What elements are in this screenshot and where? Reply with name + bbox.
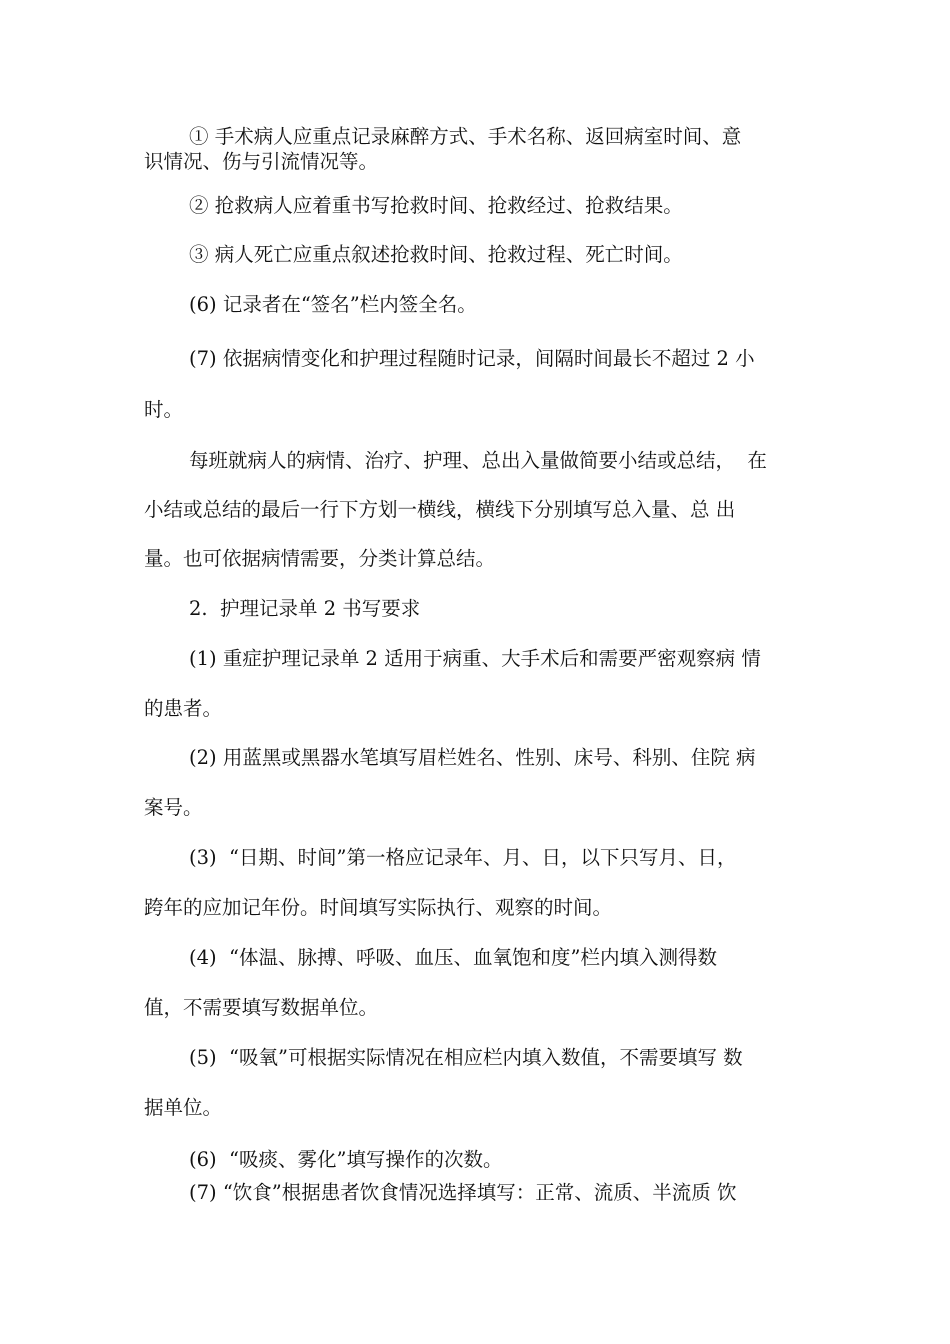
text-line: (7) 依据病情变化和护理过程随时记录，间隔时间最长不超过 2 小 bbox=[189, 347, 755, 370]
text-line: (6) “吸痰、雾化”填写操作的次数。 bbox=[189, 1148, 503, 1171]
text-line: 的患者。 bbox=[144, 697, 223, 720]
text-line: (1) 重症护理记录单 2 适用于病重、大手术后和需要严密观察病 情 bbox=[189, 647, 761, 670]
text-line: (4) “体温、脉搏、呼吸、血压、血氧饱和度”栏内填入测得数 bbox=[189, 946, 717, 969]
text-line: 每班就病人的病情、治疗、护理、总出入量做简要小结或总结， 在 bbox=[189, 449, 767, 472]
text-line: (7) “饮食”根据患者饮食情况选择填写：正常、流质、半流质 饮 bbox=[189, 1181, 737, 1204]
text-line: 时。 bbox=[144, 398, 184, 421]
text-line: (6) 记录者在“签名”栏内签全名。 bbox=[189, 293, 477, 316]
text-line: (2) 用蓝黑或黑器水笔填写眉栏姓名、性别、床号、科别、住院 病 bbox=[189, 746, 756, 769]
text-line: ① 手术病人应重点记录麻醉方式、手术名称、返回病室时间、意 bbox=[189, 125, 742, 148]
text-line: ③ 病人死亡应重点叙述抢救时间、抢救过程、死亡时间。 bbox=[189, 243, 683, 266]
text-line: ② 抢救病人应着重书写抢救时间、抢救经过、抢救结果。 bbox=[189, 194, 683, 217]
text-line: 跨年的应加记年份。时间填写实际执行、观察的时间。 bbox=[144, 896, 613, 919]
text-line: 值，不需要填写数据单位。 bbox=[144, 996, 379, 1019]
text-line: 据单位。 bbox=[144, 1096, 223, 1119]
text-line: 量。也可依据病情需要，分类计算总结。 bbox=[144, 547, 496, 570]
text-line: (3) “日期、时间”第一格应记录年、月、日，以下只写月、日， bbox=[189, 846, 737, 869]
text-line: 小结或总结的最后一行下方划一横线，横线下分别填写总入量、总 出 bbox=[144, 498, 736, 521]
text-line: 案号。 bbox=[144, 796, 203, 819]
text-line: 识情况、伤与引流情况等。 bbox=[144, 150, 379, 173]
section-heading: 2. 护理记录单 2 书写要求 bbox=[189, 597, 421, 620]
text-line: (5) “吸氧”可根据实际情况在相应栏内填入数值，不需要填写 数 bbox=[189, 1046, 743, 1069]
